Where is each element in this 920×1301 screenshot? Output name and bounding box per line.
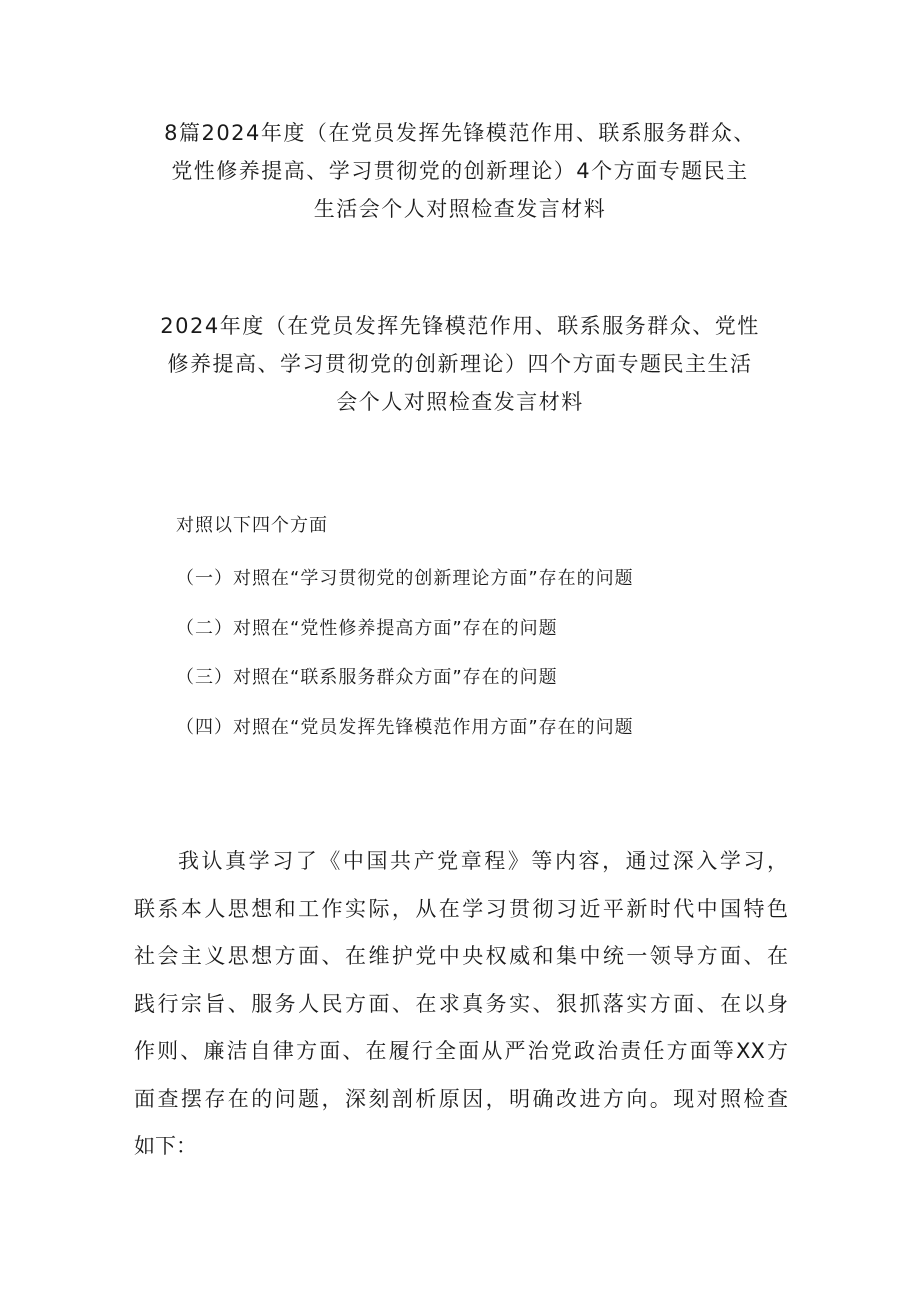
- paragraph-line: 联系本人思想和工作实际，从在学习贯彻习近平新时代中国特色: [134, 896, 788, 921]
- paragraph-line: 如下：: [134, 1134, 197, 1158]
- aspect-item: （一）对照在“学习贯彻党的创新理论方面”存在的问题: [176, 568, 634, 589]
- aspects-intro: 对照以下四个方面: [176, 515, 328, 536]
- document-title: [130, 114, 790, 228]
- aspect-item: （四）对照在“党员发挥先锋模范作用方面”存在的问题: [176, 716, 634, 738]
- title-line: 8篇2024年度（在党员发挥先锋模范作用、联系服务群众、: [164, 121, 756, 145]
- aspect-item: （二）对照在“党性修养提高方面”存在的问题: [176, 617, 558, 639]
- paragraph-line: 践行宗旨、服务人民方面、在求真务实、狠抓落实方面、在以身: [134, 991, 788, 1016]
- body-paragraph: [134, 838, 788, 1171]
- subtitle-line: 修养提高、学习贯彻党的创新理论）四个方面专题民主生活: [167, 352, 753, 376]
- paragraph-line: 我认真学习了《中国共产党章程》等内容，通过深入学习，: [178, 849, 788, 873]
- aspect-item: （三）对照在“联系服务群众方面”存在的问题: [176, 667, 558, 688]
- paragraph-line: 社会主义思想方面、在维护党中央权威和集中统一领导方面、在: [134, 944, 788, 968]
- paragraph-line: 作则、廉洁自律方面、在履行全面从严治党政治责任方面等XX方: [134, 1039, 788, 1063]
- subtitle-line: 2024年度（在党员发挥先锋模范作用、联系服务群众、党性: [160, 314, 760, 338]
- document-subtitle: [130, 307, 790, 421]
- subtitle-line: 会个人对照检查发言材料: [336, 390, 584, 414]
- aspects-list: [176, 508, 796, 752]
- title-line: 党性修养提高、学习贯彻党的创新理论）4个方面专题民主: [171, 159, 749, 183]
- paragraph-line: 面查摆存在的问题，深刻剖析原因，明确改进方向。现对照检查: [134, 1086, 788, 1111]
- title-line: 生活会个人对照检查发言材料: [313, 197, 607, 221]
